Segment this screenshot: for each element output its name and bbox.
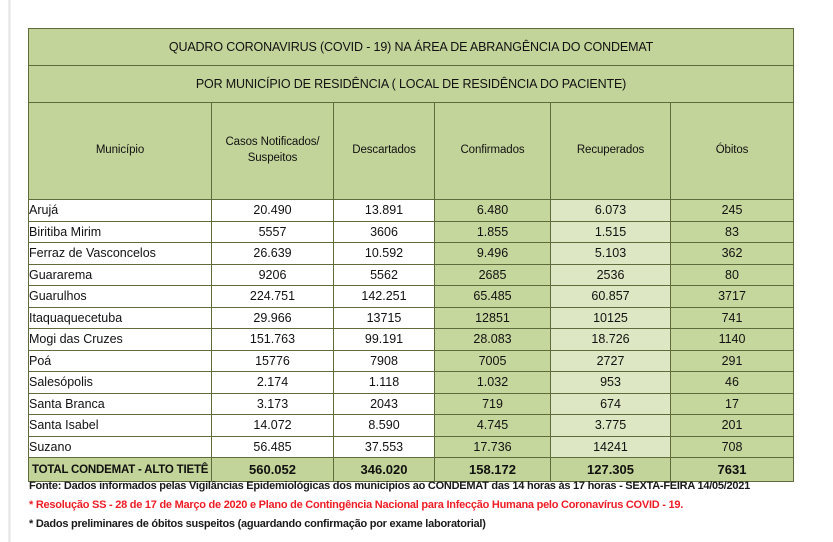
table-row <box>29 221 794 243</box>
table-row <box>29 307 794 329</box>
cell-descartados: 142.251 <box>334 286 435 308</box>
table-row <box>29 393 794 415</box>
cell-obitos: 17 <box>671 393 794 415</box>
cell-confirmados: 12851 <box>435 307 551 329</box>
table-row <box>29 436 794 458</box>
cell-obitos: 83 <box>671 221 794 243</box>
cell-confirmados: 1.032 <box>435 372 551 394</box>
cell-descartados: 10.592 <box>334 243 435 265</box>
page-edge-seam <box>8 0 11 542</box>
cell-descartados: 5562 <box>334 264 435 286</box>
cell-obitos: 741 <box>671 307 794 329</box>
column-header-recuperados: Recuperados <box>551 103 671 200</box>
cell-casos-notificados: 3.173 <box>212 393 334 415</box>
cell-municipio: Poá <box>29 350 212 372</box>
cell-recuperados: 14241 <box>551 436 671 458</box>
cell-descartados: 37.553 <box>334 436 435 458</box>
cell-casos-notificados: 15776 <box>212 350 334 372</box>
cell-casos-notificados: 56.485 <box>212 436 334 458</box>
cell-municipio: Salesópolis <box>29 372 212 394</box>
cell-descartados: 99.191 <box>334 329 435 351</box>
cell-confirmados: 2685 <box>435 264 551 286</box>
cell-recuperados: 10125 <box>551 307 671 329</box>
cell-municipio: Santa Isabel <box>29 415 212 437</box>
cell-municipio: Santa Branca <box>29 393 212 415</box>
cell-recuperados: 60.857 <box>551 286 671 308</box>
cell-municipio: Biritiba Mirim <box>29 221 212 243</box>
cell-descartados: 2043 <box>334 393 435 415</box>
cell-obitos: 201 <box>671 415 794 437</box>
cell-casos-notificados: 20.490 <box>212 200 334 222</box>
total-row <box>29 458 794 482</box>
cell-obitos: 80 <box>671 264 794 286</box>
table-row <box>29 264 794 286</box>
cell-confirmados: 1.855 <box>435 221 551 243</box>
cell-descartados: 13715 <box>334 307 435 329</box>
cell-confirmados: 4.745 <box>435 415 551 437</box>
cell-municipio: Ferraz de Vasconcelos <box>29 243 212 265</box>
total-descartados: 346.020 <box>334 458 435 482</box>
cell-confirmados: 65.485 <box>435 286 551 308</box>
title-row-1 <box>29 29 794 66</box>
total-casos: 560.052 <box>212 458 334 482</box>
cell-municipio: Guararema <box>29 264 212 286</box>
total-confirmados: 158.172 <box>435 458 551 482</box>
table-row <box>29 243 794 265</box>
cell-casos-notificados: 151.763 <box>212 329 334 351</box>
total-label: TOTAL CONDEMAT - ALTO TIETÊ <box>29 458 212 482</box>
cell-municipio: Arujá <box>29 200 212 222</box>
cell-casos-notificados: 2.174 <box>212 372 334 394</box>
column-header-municipio: Município <box>29 103 212 200</box>
cell-casos-notificados: 14.072 <box>212 415 334 437</box>
footnote-resolucao: * Resolução SS - 28 de 17 de Março de 2020 e Plano de Contingência Nacional para Infecção Humana pelo Coronavírus COVID - 19. <box>29 499 684 511</box>
casos-header-line2: Suspeitos <box>247 152 298 164</box>
cell-confirmados: 6.480 <box>435 200 551 222</box>
cell-obitos: 46 <box>671 372 794 394</box>
cell-recuperados: 2536 <box>551 264 671 286</box>
column-header-descartados: Descartados <box>334 103 435 200</box>
title-row-2 <box>29 66 794 103</box>
table-title-line2: POR MUNICÍPIO DE RESIDÊNCIA ( LOCAL DE RESIDÊNCIA DO PACIENTE) <box>29 66 794 103</box>
covid-summary-table-container <box>28 28 793 482</box>
cell-municipio: Suzano <box>29 436 212 458</box>
table-row <box>29 329 794 351</box>
table-title-line1: QUADRO CORONAVIRUS (COVID - 19) NA ÁREA DE ABRANGÊNCIA DO CONDEMAT <box>29 29 794 66</box>
column-header-row <box>29 103 794 200</box>
cell-casos-notificados: 224.751 <box>212 286 334 308</box>
cell-descartados: 3606 <box>334 221 435 243</box>
cell-confirmados: 28.083 <box>435 329 551 351</box>
cell-obitos: 291 <box>671 350 794 372</box>
table-row <box>29 286 794 308</box>
cell-casos-notificados: 9206 <box>212 264 334 286</box>
table-row <box>29 415 794 437</box>
column-header-casos-notificados <box>212 103 334 200</box>
casos-header-line1: Casos Notificados/ <box>225 136 320 149</box>
cell-descartados: 7908 <box>334 350 435 372</box>
cell-casos-notificados: 26.639 <box>212 243 334 265</box>
cell-descartados: 8.590 <box>334 415 435 437</box>
cell-municipio: Guarulhos <box>29 286 212 308</box>
covid-summary-table <box>28 28 794 482</box>
cell-confirmados: 719 <box>435 393 551 415</box>
cell-obitos: 708 <box>671 436 794 458</box>
footnote-obitos-preliminares: * Dados preliminares de óbitos suspeitos (aguardando confirmação por exame laboratorial) <box>29 518 486 530</box>
cell-descartados: 1.118 <box>334 372 435 394</box>
cell-confirmados: 17.736 <box>435 436 551 458</box>
cell-casos-notificados: 29.966 <box>212 307 334 329</box>
table-row <box>29 372 794 394</box>
cell-obitos: 3717 <box>671 286 794 308</box>
cell-recuperados: 674 <box>551 393 671 415</box>
cell-recuperados: 2727 <box>551 350 671 372</box>
table-row <box>29 350 794 372</box>
cell-confirmados: 7005 <box>435 350 551 372</box>
cell-obitos: 1140 <box>671 329 794 351</box>
cell-recuperados: 6.073 <box>551 200 671 222</box>
cell-obitos: 362 <box>671 243 794 265</box>
table-row <box>29 200 794 222</box>
cell-recuperados: 18.726 <box>551 329 671 351</box>
total-obitos: 7631 <box>671 458 794 482</box>
footnote-source: Fonte: Dados informados pelas Vigilâncias Epidemiológicas dos municípios ao CONDEMAT das 14 horas às 17 horas - SEXTA-FEIRA 14/05/2021 <box>29 480 751 492</box>
column-header-confirmados: Confirmados <box>435 103 551 200</box>
cell-municipio: Mogi das Cruzes <box>29 329 212 351</box>
column-header-obitos: Óbitos <box>671 103 794 200</box>
cell-obitos: 245 <box>671 200 794 222</box>
total-recuperados: 127.305 <box>551 458 671 482</box>
cell-recuperados: 5.103 <box>551 243 671 265</box>
footnotes <box>29 481 819 538</box>
cell-municipio: Itaquaquecetuba <box>29 307 212 329</box>
cell-casos-notificados: 5557 <box>212 221 334 243</box>
cell-recuperados: 953 <box>551 372 671 394</box>
cell-recuperados: 1.515 <box>551 221 671 243</box>
cell-descartados: 13.891 <box>334 200 435 222</box>
cell-confirmados: 9.496 <box>435 243 551 265</box>
cell-recuperados: 3.775 <box>551 415 671 437</box>
